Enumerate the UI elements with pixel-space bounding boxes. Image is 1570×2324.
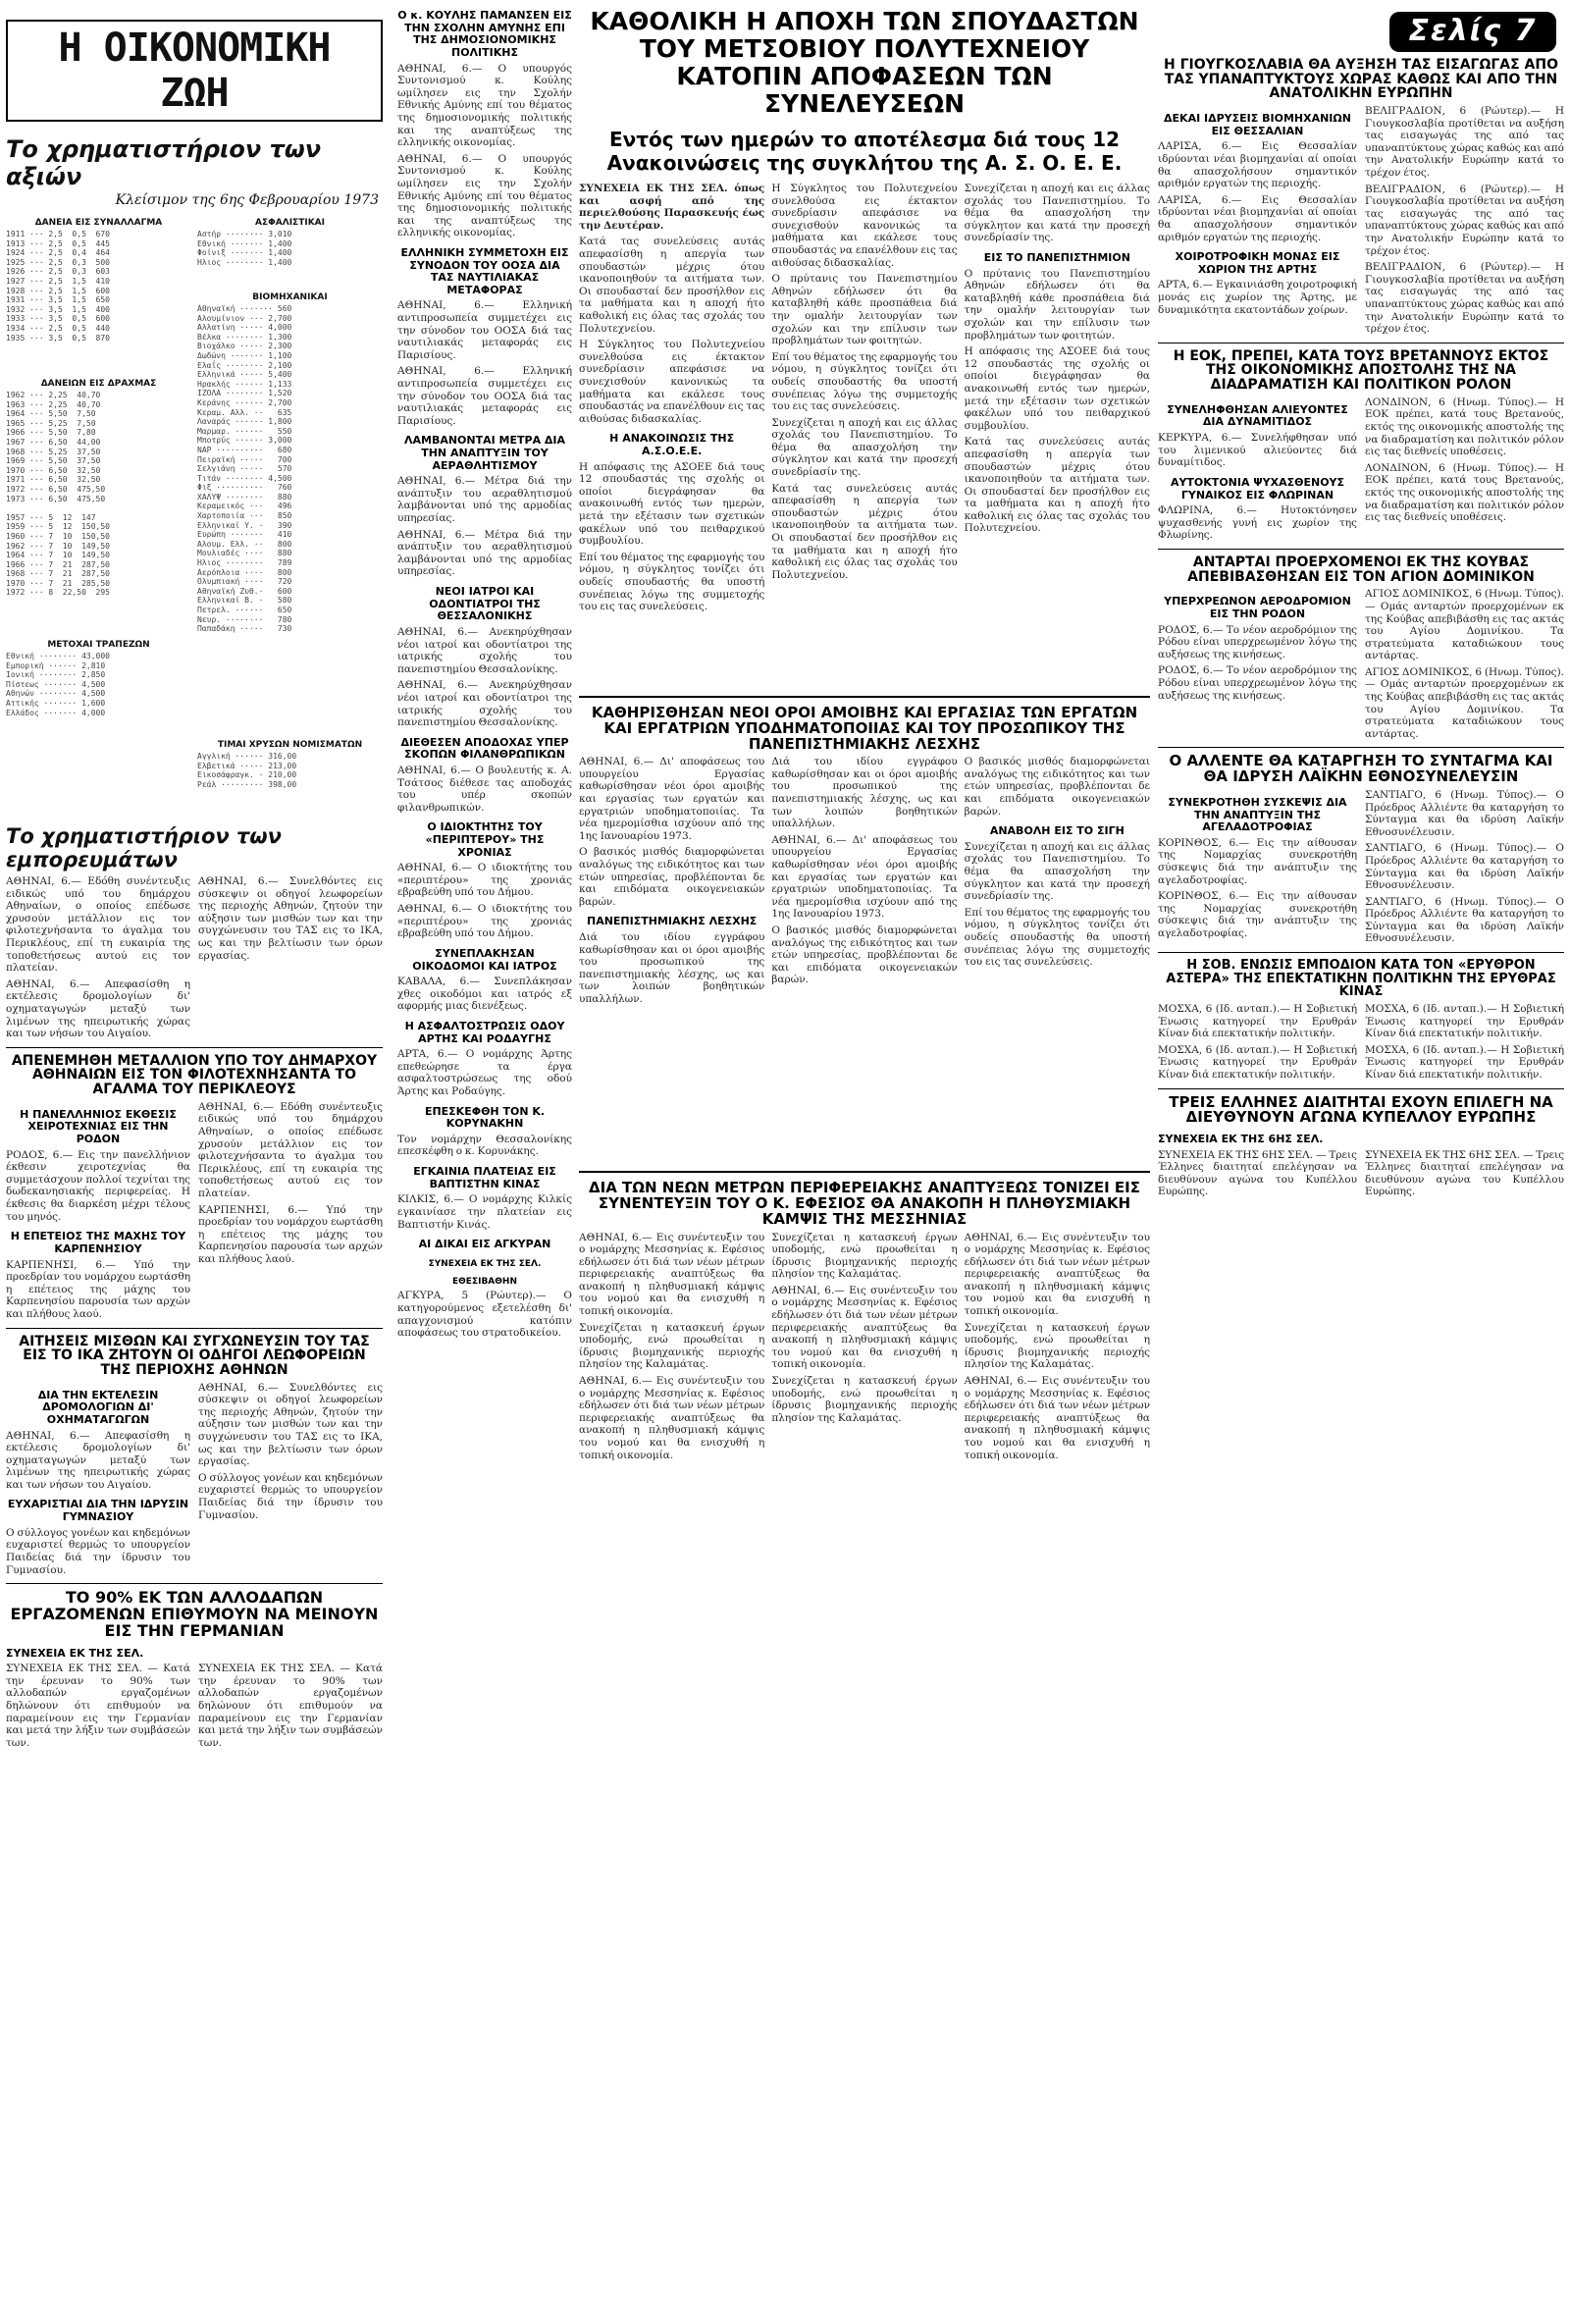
headline-iditis: Ο ΙΔΙΟΚΤΗΤΗΣ ΤΟΥ «ΠΕΡΙΠΤΕΡΟΥ» ΤΗΣ ΧΡΟΝΙΑΣ	[425, 820, 545, 859]
headline-fees: ΚΑΘΗΡΙΣΘΗΣΑΝ ΝΕΟΙ ΟΡΟΙ ΑΜΟΙΒΗΣ ΚΑΙ ΕΡΓΑΣΙΑΣ ΤΩΝ ΕΡΓΑΤΩΝ ΚΑΙ ΕΡΓΑΤΡΙΩΝ ΥΠΟΔΗΜΑΤΟΠΟΙΙΑΣ ΚΑΙ ΤΟΥ ΠΡΟΣΩΠΙΚΟΥ ΤΗΣ ΠΑΝΕΠΙΣΤΗΜΙΑΚΗΣ ΛΕΣΧΗΣ	[591, 704, 1138, 753]
article-body: Ο βασικός μισθός διαμορφώνεται αναλόγως της ειδικότητος και των ετών υπηρεσίας, προβλέπονται δε και επιδόματα οικογενειακών βαρών.	[771, 924, 958, 986]
continued-label: ΣΥΝΕΧΕΙΑ ΕΚ ΤΗΣ 6ΗΣ ΣΕΛ.	[1158, 1133, 1324, 1146]
article-body: ΚΟΡΙΝΘΟΣ, 6.— Εις την αίθουσαν της Νομαρχίας συνεκροτήθη σύσκεψις διά την ανάπτυξιν της αγελαδοτροφίας.	[1158, 836, 1357, 886]
article-body: Ο πρύτανις του Πανεπιστημίου Αθηνών εδήλωσεν ότι θα καταβληθή κάθε προσπάθεια διά την ομαλήν λειτουργίαν των σχολών και την επίλυσιν των προβλημάτων των φοιτητών.	[964, 267, 1150, 342]
table-figures: Αγγλική ······ 316,00 Ελβετικά ····· 213,00 Εικοσάφραγκ. · 210,00 Ρεάλ ········· 398,00	[197, 752, 297, 789]
article-body: ΑΘΗΝΑΙ, 6.— Ελληνική αντιπροσωπεία συμμετέχει εις την σύνοδον του ΟΟΣΑ διά τας ναυτιλιακάς μεταφοράς εις Παρισίους.	[397, 365, 572, 427]
subhead-weavers: ΧΟΙΡΟΤΡΟΦΙΚΗ ΜΟΝΑΣ ΕΙΣ ΧΩΡΙΟΝ ΤΗΣ ΑΡΤΗΣ	[1175, 250, 1340, 276]
article-body: ΚΑΒΑΛΑ, 6.— Συνεπλάκησαν χθες οικοδόμοι και ιατρός εξ αφορμής μιας διενέξεως.	[397, 976, 572, 1013]
article-body: ΜΟΣΧΑ, 6 (Ιδ. ανταπ.).— Η Σοβιετική Ένωσις κατηγορεί την Ερυθράν Κίναν διά επεκτατικήν πολιτικήν.	[1365, 1002, 1564, 1040]
subhead-routes: ΔΙΑ ΤΗΝ ΕΚΤΕΛΕΣΙΝ ΔΡΟΜΟΛΟΓΙΩΝ ΔΙ' ΟΧΗΜΑΤΑΓΩΓΩΝ	[37, 1388, 159, 1426]
article-body: ΑΘΗΝΑΙ, 6.— Ο βουλευτής κ. Α. Τσάτσος διέθεσε τας αποδοχάς του υπέρ σκοπών φιλανθρωπικών.	[397, 765, 572, 814]
headline-medal: ΑΠΕΝΕΜΗΘΗ ΜΕΤΑΛΛΙΟΝ ΥΠΟ ΤΟΥ ΔΗΜΑΡΧΟΥ ΑΘΗΝΑΙΩΝ ΕΙΣ ΤΟΝ ΦΙΛΟΤΕΧΝΗΣΑΝΤΑ ΤΟ ΑΓΑΛΜΑ ΤΟΥ ΠΕΡΙΚΛΕΟΥΣ	[11, 1052, 378, 1098]
article-body: ΛΑΡΙΣΑ, 6.— Εις Θεσσαλίαν ιδρύονται νέαι βιομηχανίαι αί οποίαι θα απασχολήσουν σημαντικόν αριθμόν εργατών της περιοχής.	[1158, 140, 1357, 190]
article-body: ΚΙΛΚΙΣ, 6.— Ο νομάρχης Κιλκίς εγκαινίασε την πλατείαν εις Βαπτιστήν Κινάς.	[397, 1193, 572, 1231]
article-body: ΑΘΗΝΑΙ, 6.— Ο ιδιοκτήτης του «περιπτέρου» της χρονιάς εβραβεύθη υπό του Δήμου.	[397, 862, 572, 899]
article-body: ΚΑΡΠΕΝΗΣΙ, 6.— Υπό την προεδρίαν του νομάρχου εωρτάσθη η επέτειος της μάχης του Καρπενησίου παρουσία των αρχών και πλήθους λαού.	[6, 1258, 190, 1320]
column-finance	[6, 0, 383, 1753]
article-body: ΒΕΛΙΓΡΑΔΙΟΝ, 6 (Ρώυτερ).— Η Γιουγκοσλαβία προτίθεται να αυξήση τας εισαγωγάς της από τας υπαναπτύκτους χώρας καθώς και από την Ανατολικήν Ευρώπην κατά το τρέχον έτος.	[1365, 261, 1564, 336]
continued-label: ΣΥΝΕΧΕΙΑ ΕΚ ΤΗΣ ΣΕΛ.	[6, 1646, 144, 1660]
article-body: ΡΟΔΟΣ, 6.— Εις την πανελλήνιον έκθεσιν χειροτεχνίας θα συμμετάσχουν πολλοί τεχνίται της δωδεκανησιακής περιφερείας. Η έκθεσις θα διαρκέση μέχρι τέλους του μηνός.	[6, 1148, 190, 1223]
subhead-exec: ΕΘΕΣΙΒΑΘΗΝ	[452, 1277, 517, 1288]
headline-allende: Ο ΑΛΛΕΝΤΕ ΘΑ ΚΑΤΑΡΓΗΣΗ ΤΟ ΣΥΝΤΑΓΜΑ ΚΑΙ ΘΑ ΙΔΡΥΣΗ ΛΑΪΚΗΝ ΕΘΝΟΣΥΝΕΛΕΥΣΙΝ	[1169, 752, 1553, 786]
headline-visit: ΕΠΕΣΚΕΦΘΗ ΤΟΝ Κ. ΚΟΡΥΝΑΚΗΝ	[424, 1104, 546, 1131]
article-body: ΡΟΔΟΣ, 6.— Το νέον αεροδρόμιον της Ρόδου είναι υπερχρεωμένον λόγω της αυξήσεως της κινήσεως.	[1158, 623, 1357, 660]
article-body: ΑΓΚΥΡΑ, 5 (Ρώυτερ).— Ο κατηγορούμενος εξετελέσθη δι' απαγχονισμού κατόπιν αποφάσεως του στρατοδικείου.	[397, 1290, 572, 1340]
table-heading: ΑΣΦΑΛΙΣΤΙΚΑΙ	[255, 218, 325, 228]
headline-measures: ΛΑΜΒΑΝΟΝΤΑΙ ΜΕΤΡΑ ΔΙΑ ΤΗΝ ΑΝΑΠΤΥΞΙΝ ΤΟΥ ΑΕΡΑΘΛΗΤΙΣΜΟΥ	[403, 434, 566, 472]
article-body: ΑΘΗΝΑΙ, 6.— Εις συνέντευξιν του ο νομάρχης Μεσσηνίας κ. Εφέσιος εδήλωσεν ότι διά των νέων μέτρων περιφερειακής αναπτύξεως θα ανακοπή η πληθυσμιακή κάμψις του νομού και θα ενισχυθή η τοπική οικονομία.	[579, 1231, 765, 1318]
article-body: Ο βασικός μισθός διαμορφώνεται αναλόγως της ειδικότητος και των ετών υπηρεσίας, προβλέπονται δε και επιδόματα οικογενειακών βαρών.	[579, 846, 765, 908]
article-body: Επί του θέματος της εφαρμογής του νόμου, η σύγκλητος τονίζει ότι ουδείς σπουδαστής θα υποστή συνέπειας λόγω της συμμετοχής του εις τας συνελεύσεις.	[771, 350, 958, 413]
article-body: ΑΘΗΝΑΙ, 6.— Ανεκηρύχθησαν νέοι ιατροί και οδοντίατροι της ιατρικής σχολής του πανεπιστημίου Θεσσαλονίκης.	[397, 679, 572, 729]
table-figures: 1962 ··· 2,25 40,70 1963 ··· 2,25 40,70 1964 ··· 5,50 7,50 1965 ··· 5,25 7,50 1966 ··· 5,50 7,80 1967 ··· 6,50 44,00 1968 ··· 5,25 37,50 1969 ··· 5,50 37,50 1970 ··· 6,50 32,50 1971 ··· 6,50 32,50 1972 ··· 6,50 475,50 1973 ··· 6,50 475,50 1957 ··· 5 12 147 1959 ··· 5 12 150,50 1960 ··· 7 10 150,50 1962 ··· 7 10 149,50 1964 ··· 7 10 149,50 1966 ··· 7 21 287,50 1968 ··· 7 21 287,50 1970 ··· 7 21 285,50 1972 ··· 8 22,50 295	[6, 391, 110, 598]
headline-road: Η ΑΣΦΑΛΤΟΣΤΡΩΣΙΣ ΟΔΟΥ ΑΡΤΗΣ ΚΑΙ ΡΟΔΑΥΓΗΣ	[404, 1019, 565, 1045]
subhead-suicide: ΑΥΤΟΚΤΟΝΙΑ ΨΥΧΑΣΘΕΝΟΥΣ ΓΥΝΑΙΚΟΣ ΕΙΣ ΦΛΩΡΙΝΑΝ	[1170, 475, 1345, 502]
article-body: ΑΘΗΝΑΙ, 6.— Δι' αποφάσεως του υπουργείου Εργασίας καθωρίσθησαν νέοι όροι αμοιβής και εργασίας των εργατών και εργατριών υποδηματοποιίας. Τα νέα ημερομίσθια ισχύουν από της 1ης Ιανουαρίου 1973.	[771, 833, 958, 921]
article-body: Συνεχίζεται η αποχή και εις άλλας σχολάς του Πανεπιστημίου. Το θέμα θα απασχολήση την σύγκλητον και κατά την προσεχή συνεδρίασίν της.	[771, 416, 958, 479]
column-main-story	[579, 0, 1150, 1624]
article-body: Επί του θέματος της εφαρμογής του νόμου, η σύγκλητος τονίζει ότι ουδείς σπουδαστής θα υποστή συνέπειας λόγω της συμμετοχής του εις τας συνελεύσεις.	[964, 906, 1150, 969]
article-body: ΑΘΗΝΑΙ, 6.— Ο υπουργός Συντονισμού κ. Κούλης ωμίλησεν εις την Σχολήν Εθνικής Αμύνης επί του θέματος της δημοσιονομικής πολιτικής και της αναπτύξεως της ελληνικής οικονομίας.	[397, 62, 572, 149]
article-body: ΣΥΝΕΧΕΙΑ ΕΚ ΤΗΣ 6ΗΣ ΣΕΛ. — Τρεις Έλληνες διαιτηταί επελέγησαν να διευθύνουν αγώνα του Κυπέλλου Ευρώπης.	[1365, 1148, 1564, 1198]
article-body: ΑΘΗΝΑΙ, 6.— Μέτρα διά την ανάπτυξιν του αεραθλητισμού λαμβάνονται υπό της αρμοδίας υπηρεσίας.	[397, 475, 572, 525]
article-body: Κατά τας συνελεύσεις αυτάς απεφασίσθη η απεργία των σπουδαστών μέχρις ότου ικανοποιηθούν τα αιτήματα των. Οι σπουδασταί δεν προσήλθον εις τα μαθήματα και η αποχή ήτο καθολική εις όλας τας σχολάς του Πολυτεχνείου.	[964, 436, 1150, 535]
article-body: ΑΘΗΝΑΙ, 6.— Εις συνέντευξιν του ο νομάρχης Μεσσηνίας κ. Εφέσιος εδήλωσεν ότι διά των νέων μέτρων περιφερειακής αναπτύξεως θα ανακοπή η πληθυσμιακή κάμψις του νομού και θα ενισχυθή η τοπική οικονομία.	[964, 1375, 1150, 1461]
article-body: ΑΘΗΝΑΙ, 6.— Ο ιδιοκτήτης του «περιπτέρου» της χρονιάς εβραβεύθη υπό του Δήμου.	[397, 903, 572, 940]
market-report: ΑΘΗΝΑΙ, 6.— Απεφασίσθη η εκτέλεσις δρομολογίων δι' οχηματαγωγών μεταξύ των λιμένων της ηπειρωτικής χώρας και των νήσων του Αιγαίου.	[6, 977, 190, 1040]
article-body: ΚΟΡΙΝΘΟΣ, 6.— Εις την αίθουσαν της Νομαρχίας συνεκροτήθη σύσκεψις διά την ανάπτυξιν της αγελαδοτροφίας.	[1158, 890, 1357, 940]
article-body: ΑΘΗΝΑΙ, 6.— Εδόθη συνέντευξις ειδικώς υπό του δημάρχου Αθηναίων, ο οποίος επέδωσε χρυσούν μετάλλιον εις τον φιλοτεχνήσαντα το άγαλμα του Περικλέους, επί τη ευκαιρία της τοποθετήσεως αυτού εις τον πλατείαν.	[198, 1100, 383, 1199]
article-body: ΣΑΝΤΙΑΓΟ, 6 (Ηνωμ. Τύπος).— Ο Πρόεδρος Αλλιέντε θα καταργήση το Σύνταγμα και θα ιδρύση Λαϊκήν Εθνοσυνέλευσιν.	[1365, 788, 1564, 838]
article-body: ΛΟΝΔΙΝΟΝ, 6 (Ηνωμ. Τύπος).— Η ΕΟΚ πρέπει, κατά τους Βρετανούς, εκτός της οικονομικής αποστολής της να διαδραματίση και πολιτικόν ρόλον εις τας διεθνείς υποθέσεις.	[1365, 396, 1564, 458]
lede: ΣΥΝΕΧΕΙΑ ΕΚ ΤΗΣ ΣΕΛ. όπως και ασφή από της περιελθούσης Παρασκευής έως την Δευτέραν.	[579, 183, 765, 232]
article-body: ΜΟΣΧΑ, 6 (Ιδ. ανταπ.).— Η Σοβιετική Ένωσις κατηγορεί την Ερυθράν Κίναν διά επεκτατικήν πολιτικήν.	[1158, 1002, 1357, 1040]
article-body: Επί του θέματος της εφαρμογής του νόμου, η σύγκλητος τονίζει ότι ουδείς σπουδαστής θα υποστή συνέπειας λόγω της συμμετοχής του εις τας συνελεύσεις.	[579, 551, 765, 613]
article-body: Κατά τας συνελεύσεις αυτάς απεφασίσθη η απεργία των σπουδαστών μέχρις ότου ικανοποιηθούν τα αιτήματα των. Οι σπουδασταί δεν προσήλθον εις τα μαθήματα και η αποχή ήτο καθολική εις όλας τας σχολάς του Πολυτεχνείου.	[579, 236, 765, 335]
table-figures: Εθνική ········ 43,000 Εμπορική ······ 2,810 Ιονική ········ 2,850 Πίστεως ······· 4,500 Αθηνών ········ 4,500 Αττικής ······· 1,600 Ελλάδος ······· 4,000	[6, 652, 110, 717]
table-heading: ΜΕΤΟΧΑΙ ΤΡΑΠΕΖΩΝ	[47, 640, 150, 650]
subhead-asoee: Η ΑΝΑΚΟΙΝΩΣΙΣ ΤΗΣ Α.Σ.Ο.Ε.Ε.	[609, 432, 735, 457]
article-body: ΚΕΡΚΥΡΑ, 6.— Συνελήφθησαν υπό του λιμενικού αλιεύοντες διά δυναμίτιδος.	[1158, 432, 1357, 469]
headline-messinia: ΔΙΑ ΤΩΝ ΝΕΩΝ ΜΕΤΡΩΝ ΠΕΡΙΦΕΡΕΙΑΚΗΣ ΑΝΑΠΤΥΞΕΩΣ ΤΟΝΙΖΕΙ ΕΙΣ ΣΥΝΕΝΤΕΥΞΙΝ ΤΟΥ Ο Κ. ΕΦΕΣΙΟΣ ΘΑ ΑΝΑΚΟΠΗ Η ΠΛΗΘΥΣΜΙΑΚΗ ΚΑΜΨΙΣ ΤΗΣ ΜΕΣΣΗΝΙΑΣ	[589, 1179, 1140, 1228]
article-body: ΑΘΗΝΑΙ, 6.— Δι' αποφάσεως του υπουργείου Εργασίας καθωρίσθησαν νέοι όροι αμοιβής και εργασίας των εργατών και εργατριών υποδηματοποιίας. Τα νέα ημερομίσθια ισχύουν από της 1ης Ιανουαρίου 1973.	[579, 756, 765, 842]
table-heading: ΤΙΜΑΙ ΧΡΥΣΩΝ ΝΟΜΙΣΜΑΤΩΝ	[217, 740, 363, 750]
page-number-logo: Σελίς 7	[1389, 12, 1556, 52]
article-body: Η απόφασις της ΑΣΟΕΕ διά τους 12 σπουδαστάς της σχολής οι οποίοι διεγράφησαν θα ανακοινωθή εντός των ημερών, μετά την εξέτασιν των σχετικών φακέλων υπό του πειθαρχικού συμβουλίου.	[964, 345, 1150, 432]
article-body: Ο σύλλογος γονέων και κηδεμόνων ευχαριστεί θερμώς το υπουργείον Παιδείας διά την ίδρυσιν του Γυμνασίου.	[6, 1526, 190, 1576]
table-heading: ΔΑΝΕΙΑ ΕΙΣ ΣΥΝΑΛΛΑΓΜΑ	[34, 218, 163, 228]
stock-tables	[6, 214, 383, 820]
headline-oecd: ΕΛΛΗΝΙΚΗ ΣΥΜΜΕΤΟΧΗ ΕΙΣ ΣΥΝΟΔΟΝ ΤΟΥ ΟΟΣΑ ΔΙΑ ΤΑΣ ΝΑΥΤΙΛΙΑΚΑΣ ΜΕΤΑΦΟΡΑΣ	[400, 245, 569, 296]
article-body: ΑΘΗΝΑΙ, 6.— Εις συνέντευξιν του ο νομάρχης Μεσσηνίας κ. Εφέσιος εδήλωσεν ότι διά των νέων μέτρων περιφερειακής αναπτύξεως θα ανακοπή η πληθυσμιακή κάμψις του νομού και θα ενισχυθή η τοπική οικονομία.	[579, 1375, 765, 1461]
subhead-exhibition: Η ΠΑΝΕΛΛΗΝΙΟΣ ΕΚΘΕΣΙΣ ΧΕΙΡΟΤΕΧΝΙΑΣ ΕΙΣ ΤΗΝ ΡΟΔΟΝ	[20, 1107, 177, 1146]
article-body: Συνεχίζεται η αποχή και εις άλλας σχολάς του Πανεπιστημίου. Το θέμα θα απασχολήση την σύγκλητον και κατά την προσεχή συνεδρίασίν της.	[964, 840, 1150, 903]
table-figures: Αστήρ ········ 3,010 Εθνική ······· 1,400 Φοίνιξ ······· 1,400 Ήλιος ········ 1,400	[197, 230, 292, 267]
headline-eec: Η ΕΟΚ, ΠΡΕΠΕΙ, ΚΑΤΑ ΤΟΥΣ ΒΡΕΤΑΝΝΟΥΣ ΕΚΤΟΣ ΤΗΣ ΟΙΚΟΝΟΜΙΚΗΣ ΑΠΟΣΤΟΛΗΣ ΤΗΣ ΝΑ ΔΙΑΔΡΑΜΑΤΙΣΗ ΚΑΙ ΠΟΛΙΤΙΚΟΝ ΡΟΛΟΝ	[1173, 347, 1549, 394]
article-body: ΣΑΝΤΙΑΓΟ, 6 (Ηνωμ. Τύπος).— Ο Πρόεδρος Αλλιέντε θα καταργήση το Σύνταγμα και θα ιδρύση Λαϊκήν Εθνοσυνέλευσιν.	[1365, 842, 1564, 892]
headline-referees: ΤΡΕΙΣ ΕΛΛΗΝΕΣ ΔΙΑΙΤΗΤΑΙ ΕΧΟΥΝ ΕΠΙΛΕΓΗ ΝΑ ΔΙΕΥΘΥΝΟΥΝ ΑΓΩΝΑ ΚΥΠΕΛΛΟΥ ΕΥΡΩΠΗΣ	[1169, 1092, 1553, 1127]
market-report: ΑΘΗΝΑΙ, 6.— Εδόθη συνέντευξις ειδικώς υπό του δημάρχου Αθηναίων, ο οποίος επέδωσε χρυσούν μετάλλιον εις τον φιλοτεχνήσαντα το άγαλμα του Περικλέους, επί τη ευκαιρία της τοποθετήσεως αυτού εις τον πλατείαν.	[6, 875, 190, 975]
article-body: Συνεχίζεται η κατασκευή έργων υποδομής, ενώ προωθείται η ίδρυσις βιομηχανικής περιοχής πλησίον της Καλαμάτας.	[771, 1231, 958, 1281]
article-body: ΛΑΡΙΣΑ, 6.— Εις Θεσσαλίαν ιδρύονται νέαι βιομηχανίαι αί οποίαι θα απασχολήσουν σημαντικόν αριθμόν εργατών της περιοχής.	[1158, 193, 1357, 243]
article-body: ΑΓΙΟΣ ΔΟΜΙΝΙΚΟΣ, 6 (Ηνωμ. Τύπος).— Ομάς ανταρτών προερχομένων εκ της Κούβας απεβιβάσθη εις τας ακτάς του Αγίου Δομινίκου. Τα στρατεύματα καταδιώκουν τους αντάρτας.	[1365, 588, 1565, 662]
article-body: ΣΥΝΕΧΕΙΑ ΕΚ ΤΗΣ 6ΗΣ ΣΕΛ. — Τρεις Έλληνες διαιτηταί επελέγησαν να διευθύνουν αγώνα του Κυπέλλου Ευρώπης.	[1158, 1148, 1357, 1198]
article-body: ΡΟΔΟΣ, 6.— Το νέον αεροδρόμιον της Ρόδου είναι υπερχρεωμένον λόγω της αυξήσεως της κινήσεως.	[1158, 664, 1357, 702]
headline-china: Η ΣΟΒ. ΕΝΩΣΙΣ ΕΜΠΟΔΙΟΝ ΚΑΤΑ ΤΟΝ «ΕΡΥΘΡΟΝ ΑΣΤΕΡΑ» ΤΗΣ ΕΠΕΚΤΑΤΙΚΗΝ ΠΟΛΙΤΙΚΗΝ ΤΗΣ ΕΡΥΘΡΑΣ ΚΙΝΑΣ	[1166, 958, 1556, 1000]
article-body: Διά του ιδίου εγγράφου καθωρίσθησαν και οι όροι αμοιβής του προσωπικού της πανεπιστημιακής λέσχης, ως και των λοιπών βοηθητικών υπαλλήλων.	[579, 931, 765, 1005]
article-body: ΒΕΛΙΓΡΑΔΙΟΝ, 6 (Ρώυτερ).— Η Γιουγκοσλαβία προτίθεται να αυξήση τας εισαγωγάς της από τας υπαναπτύκτους χώρας καθώς και από την Ανατολικήν Ευρώπην κατά το τρέχον έτος.	[1365, 183, 1564, 257]
headline-doctors: ΝΕΟΙ ΙΑΤΡΟΙ ΚΑΙ ΟΔΟΝΤΙΑΤΡΟΙ ΤΗΣ ΘΕΣΣΑΛΟΝΙΚΗΣ	[429, 585, 541, 623]
continued-label: ΣΥΝΕΧΕΙΑ ΕΚ ΤΗΣ ΣΕΛ.	[428, 1258, 542, 1269]
market-report: ΑΘΗΝΑΙ, 6.— Συνελθόντες εις σύσκεψιν οι οδηγοί λεωφορείων της περιοχής Αθηνών, ζητούν την αύξησιν των μισθών των και την συγχώνευσιν του ΤΑΣ εις το ΙΚΑ, ως και την βελτίωσιν των όρων εργασίας.	[198, 875, 383, 962]
headline-yugoslavia: Η ΓΙΟΥΓΚΟΣΛΑΒΙΑ ΘΑ ΑΥΞΗΣΗ ΤΑΣ ΕΙΣΑΓΩΓΑΣ ΑΠΟ ΤΑΣ ΥΠΑΝΑΠΤΥΚΤΟΥΣ ΧΩΡΑΣ ΚΑΘΩΣ ΚΑΙ ΑΠΟ ΤΗΝ ΑΝΑΤΟΛΙΚΗΝ ΕΥΡΩΠΗΝ	[1163, 57, 1558, 102]
subhead-thessaly: ΔΕΚΑΙ ΙΔΡΥΣΕΙΣ ΒΙΟΜΗΧΑΝΙΩΝ ΕΙΣ ΘΕΣΣΑΛΙΑΝ	[1164, 112, 1351, 137]
main-headline: ΚΑΘΟΛΙΚΗ Η ΑΠΟΧΗ ΤΩΝ ΣΠΟΥΔΑΣΤΩΝ ΤΟΥ ΜΕΤΣΟΒΙΟΥ ΠΟΛΥΤΕΧΝΕΙΟΥ ΚΑΤΟΠΙΝ ΑΠΟΦΑΣΕΩΝ ΤΩΝ ΣΥΝΕΛΕΥΣΕΩΝ	[590, 7, 1139, 118]
article-body: Συνεχίζεται η κατασκευή έργων υποδομής, ενώ προωθείται η ίδρυσις βιομηχανικής περιοχής πλησίον της Καλαμάτας.	[771, 1375, 958, 1424]
column-short-news	[397, 0, 572, 1344]
subhead-fishers: ΣΥΝΕΛΗΦΘΗΣΑΝ ΑΛΙΕΥΟΝΤΕΣ ΔΙΑ ΔΥΝΑΜΙΤΙΔΟΣ	[1167, 402, 1348, 429]
subhead-univ: ΕΙΣ ΤΟ ΠΑΝΕΠΙΣΤΗΜΙΟΝ	[983, 250, 1130, 264]
table-heading: ΔΑΝΕΙΩΝ ΕΙΣ ΔΡΑΧΜΑΣ	[40, 379, 157, 389]
article-body: ΛΟΝΔΙΝΟΝ, 6 (Ηνωμ. Τύπος).— Η ΕΟΚ πρέπει, κατά τους Βρετανούς, εκτός της οικονομικής αποστολής της να διαδραματίση και πολιτικόν ρόλον εις τας διεθνείς υποθέσεις.	[1365, 461, 1564, 524]
headline-square: ΕΓΚΑΙΝΙΑ ΠΛΑΤΕΙΑΣ ΕΙΣ ΒΑΠΤΙΣΤΗΝ ΚΙΝΑΣ	[413, 1165, 556, 1190]
article-body: ΑΘΗΝΑΙ, 6.— Ανεκηρύχθησαν νέοι ιατροί και οδοντίατροι της ιατρικής σχολής του πανεπιστημίου Θεσσαλονίκης.	[397, 625, 572, 675]
column-world-news	[1158, 0, 1564, 1202]
subhead-student: ΠΑΝΕΠΙΣΤΗΜΙΑΚΗΣ ΛΕΣΧΗΣ	[586, 915, 758, 928]
article-body: ΑΘΗΝΑΙ, 6.— Εις συνέντευξιν του ο νομάρχης Μεσσηνίας κ. Εφέσιος εδήλωσεν ότι διά των νέων μέτρων περιφερειακής αναπτύξεως θα ανακοπή η πληθυσμιακή κάμψις του νομού και θα ενισχυθή η τοπική οικονομία.	[964, 1231, 1150, 1318]
article-body: ΣΑΝΤΙΑΓΟ, 6 (Ηνωμ. Τύπος).— Ο Πρόεδρος Αλλιέντε θα καταργήση το Σύνταγμα και θα ιδρύση Λαϊκήν Εθνοσυνέλευσιν.	[1365, 895, 1564, 945]
headline-posts: ΔΙΕΘΕΣΕΝ ΑΠΟΔΟΧΑΣ ΥΠΕΡ ΣΚΟΠΩΝ ΦΙΛΑΝΘΡΩΠΙΚΩΝ	[400, 735, 569, 762]
headline-drivers: ΑΙΤΗΣΕΙΣ ΜΙΣΘΩΝ ΚΑΙ ΣΥΓΧΩΝΕΥΣΙΝ ΤΟΥ ΤΑΣ ΕΙΣ ΤΟ ΙΚΑ ΖΗΤΟΥΝ ΟΙ ΟΔΗΓΟΙ ΛΕΩΦΟΡΕΙΩΝ ΤΗΣ ΠΕΡΙΟΧΗΣ ΑΘΗΝΩΝ	[19, 1333, 370, 1378]
article-body: Συνεχίζεται η κατασκευή έργων υποδομής, ενώ προωθείται η ίδρυσις βιομηχανικής περιοχής πλησίον της Καλαμάτας.	[579, 1321, 765, 1371]
article-body: ΦΛΩΡΙΝΑ, 6.— Ηυτοκτόνησεν ψυχασθενής γυνή εις χωρίον της Φλωρίνης.	[1158, 504, 1357, 542]
article-body: Κατά τας συνελεύσεις αυτάς απεφασίσθη η απεργία των σπουδαστών μέχρις ότου ικανοποιηθούν τα αιτήματα των. Οι σπουδασταί δεν προσήλθον εις τα μαθήματα και η αποχή ήτο καθολική εις όλας τας σχολάς του Πολυτεχνείου.	[771, 482, 958, 581]
article-body: Η Σύγκλητος του Πολυτεχνείου συνελθούσα εις έκτακτον συνεδρίασιν απεφάσισε να συνεχισθούν κανονικώς τα μαθήματα και εκάλεσε τους σπουδαστάς να επανέλθουν εις τας αιθούσας διδασκαλίας.	[771, 183, 958, 269]
article-body: ΣΥΝΕΧΕΙΑ ΕΚ ΤΗΣ ΣΕΛ. — Κατά την έρευναν το 90% των αλλοδαπών εργαζομένων δηλώνουν ότι επιθυμούν να παραμείνουν εις την Γερμανίαν και μετά την λήξιν των συμβάσεών των.	[198, 1663, 383, 1749]
close-date: Κλείσιμον της 6ης Φεβρουαρίου 1973	[115, 192, 379, 208]
subhead-corinth: ΣΥΝΕΚΡΟΤΗΘΗ ΣΥΣΚΕΨΙΣ ΔΙΑ ΤΗΝ ΑΝΑΠΤΥΞΙΝ ΤΗΣ ΑΓΕΛΑΔΟΤΡΟΦΙΑΣ	[1168, 795, 1347, 834]
headline-kouli: Ο κ. ΚΟΥΛΗΣ ΠΑΜΑΝΣΕΝ ΕΙΣ ΤΗΝ ΣΧΟΛΗΝ ΑΜΥΝΗΣ ΕΠΙ ΤΗΣ ΔΗΜΟΣΙΟΝΟΜΙΚΗΣ ΠΟΛΙΤΙΚΗΣ	[397, 9, 572, 59]
subhead-battle: Η ΕΠΕΤΕΙΟΣ ΤΗΣ ΜΑΧΗΣ ΤΟΥ ΚΑΡΠΕΝΗΣΙΟΥ	[10, 1230, 186, 1255]
headline-cuba: ΑΝΤΑΡΤΑΙ ΠΡΟΕΡΧΟΜΕΝΟΙ ΕΚ ΤΗΣ ΚΟΥΒΑΣ ΑΠΕΒΙΒΑΣΘΗΣΑΝ ΕΙΣ ΤΟΝ ΑΓΙΟΝ ΔΟΜΙΝΙΚΟΝ	[1187, 554, 1535, 585]
stocks-title: Το χρηματιστήριον των αξιών	[6, 135, 322, 190]
subhead-rhodes: ΥΠΕΡΧΡΕΩΝΟΝ ΑΕΡΟΔΡΟΜΙΟΝ ΕΙΣ ΤΗΝ ΡΟΔΟΝ	[1164, 595, 1351, 620]
article-body: ΚΑΡΠΕΝΗΣΙ, 6.— Υπό την προεδρίαν του νομάρχου εωρτάσθη η επέτειος της μάχης του Καρπενησίου παρουσία των αρχών και πλήθους λαού.	[198, 1203, 383, 1265]
article-body: ΑΘΗΝΑΙ, 6.— Ο υπουργός Συντονισμού κ. Κούλης ωμίλησεν εις την Σχολήν Εθνικής Αμύνης επί του θέματος της δημοσιονομικής πολιτικής και της αναπτύξεως της ελληνικής οικονομίας.	[397, 152, 572, 239]
article-body: ΑΡΤΑ, 6.— Ο νομάρχης Άρτης επεθεώρησε τα έργα ασφαλτοστρώσεως της οδού Άρτης και Ροδαύγης.	[397, 1048, 572, 1097]
article-body: Τον νομάρχην Θεσσαλονίκης επεσκέφθη ο κ. Κορυνάκης.	[397, 1133, 572, 1158]
article-body: Διά του ιδίου εγγράφου καθωρίσθησαν και οι όροι αμοιβής του προσωπικού της πανεπιστημιακής λέσχης, ως και των λοιπών βοηθητικών υπαλλήλων.	[771, 756, 958, 830]
article-body: Ο πρύτανις του Πανεπιστημίου Αθηνών εδήλωσεν ότι θα καταβληθή κάθε προσπάθεια διά την ομαλήν λειτουργίαν των σχολών και την επίλυσιν των προβλημάτων των φοιτητών.	[771, 273, 958, 347]
article-body: Συνεχίζεται η αποχή και εις άλλας σχολάς του Πανεπιστημίου. Το θέμα θα απασχολήση την σύγκλητον και κατά την προσεχή συνεδρίασίν της.	[964, 183, 1150, 244]
article-body: ΑΡΤΑ, 6.— Εγκαινιάσθη χοιροτροφική μονάς εις χωρίον της Άρτης, με δυναμικότητα εκατοντάδων χοίρων.	[1158, 279, 1357, 316]
main-deck: Εντός των ημερών το αποτέλεσμα διά τους 12 Ανακοινώσεις της συγκλήτου της Α. Σ. Ο. Ε. Ε.	[606, 128, 1123, 175]
article-body: ΜΟΣΧΑ, 6 (Ιδ. ανταπ.).— Η Σοβιετική Ένωσις κατηγορεί την Ερυθράν Κίναν διά επεκτατικήν πολιτικήν.	[1158, 1043, 1357, 1081]
article-body: ΑΓΙΟΣ ΔΟΜΙΝΙΚΟΣ, 6 (Ηνωμ. Τύπος).— Ομάς ανταρτών προερχομένων εκ της Κούβας απεβιβάσθη εις τας ακτάς του Αγίου Δομινίκου. Τα στρατεύματα καταδιώκουν τους αντάρτας.	[1365, 665, 1565, 740]
headline-arrest: ΣΥΝΕΠΛΑΚΗΣΑΝ ΟΙΚΟΔΟΜΟΙ ΚΑΙ ΙΑΤΡΟΣ	[412, 946, 557, 973]
article-body: ΑΘΗΝΑΙ, 6.— Εις συνέντευξιν του ο νομάρχης Μεσσηνίας κ. Εφέσιος εδήλωσεν ότι διά των νέων μέτρων περιφερειακής αναπτύξεως θα ανακοπή η πληθυσμιακή κάμψις του νομού και θα ενισχυθή η τοπική οικονομία.	[771, 1284, 958, 1371]
table-figures: Αθηναϊκή ······· 560 Αλουμίνιον ··· 2,700 Αλλατίνη ····· 4,000 Βέλκα ········ 1,300 Βιοχάλκο ····· 2,300 Δωδώνη ······· 1,100 Ελαΐς ········ 2,100 Ελληνικά ····· 5,400 Ηρακλής ······ 1,133 ΙΖΟΛΑ ········ 1,520 Κεράνης ······ 2,700 Κεραμ. Αλλ. ·· 635 Λαναράς ······ 1,800 Μαρμαρ. ······ 550 Μποτρύς ······ 3,000 ΝΑΡ ·········· 680 Πειραϊκή ····· 700 Σελγιάνη ····· 570 Τιτάν ········ 4,500 Φιξ ·········· 760 ΧΑΛΥΨ ········ 880 Κεραμεικός ··· 496 Χαρτοποιία ··· 850 Ελληνικαί Υ. · 390 Ευρώπη ······· 410 Αλουμ. Ελλ. ·· 800 Μουλιαδές ···· 880 Ήλιος ········ 789 Αερόπλοια ···· 800 Ολυμπιακή ···· 720 Αθηναϊκή Ζυθ.· 600 Ελληνικαί Β. · 580 Πετρελ. ······ 650 Νευρ. ········ 780 Παπαδάκη ····· 730	[197, 304, 292, 634]
article-body: Η Σύγκλητος του Πολυτεχνείου συνελθούσα εις έκτακτον συνεδρίασιν απεφάσισε να συνεχισθούν κανονικώς τα μαθήματα και εκάλεσε τους σπουδαστάς να επανέλθουν εις τας αιθούσας διδασκαλίας.	[579, 339, 765, 425]
headline-trials: ΑΙ ΔΙΚΑΙ ΕΙΣ ΑΓΚΥΡΑΝ	[418, 1238, 551, 1251]
masthead: Η ΟΙΚΟΝΟΜΙΚΗ ΖΩΗ	[6, 20, 383, 122]
subhead-thanks: ΕΥΧΑΡΙΣΤΙΑΙ ΔΙΑ ΤΗΝ ΙΔΡΥΣΙΝ ΓΥΜΝΑΣΙΟΥ	[7, 1498, 189, 1524]
article-body: ΑΘΗΝΑΙ, 6.— Συνελθόντες εις σύσκεψιν οι οδηγοί λεωφορείων της περιοχής Αθηνών, ζητούν την αύξησιν των μισθών των και την συγχώνευσιν του ΤΑΣ εις το ΙΚΑ, ως και την βελτίωσιν των όρων εργασίας.	[198, 1381, 383, 1468]
article-body: ΜΟΣΧΑ, 6 (Ιδ. ανταπ.).— Η Σοβιετική Ένωσις κατηγορεί την Ερυθράν Κίναν διά επεκτατικήν πολιτικήν.	[1365, 1043, 1564, 1081]
article-body: Ο βασικός μισθός διαμορφώνεται αναλόγως της ειδικότητος και των ετών υπηρεσίας, προβλέπονται δε και επιδόματα οικογενειακών βαρών.	[964, 756, 1150, 818]
article-body: ΣΥΝΕΧΕΙΑ ΕΚ ΤΗΣ ΣΕΛ. — Κατά την έρευναν το 90% των αλλοδαπών εργαζομένων δηλώνουν ότι επιθυμούν να παραμείνουν εις την Γερμανίαν και μετά την λήξιν των συμβάσεών των.	[6, 1663, 190, 1749]
table-heading: ΒΙΟΜΗΧΑΝΙΚΑΙ	[252, 292, 328, 302]
article-body: Η απόφασις της ΑΣΟΕΕ διά τους 12 σπουδαστάς της σχολής οι οποίοι διεγράφησαν θα ανακοινωθή εντός των ημερών, μετά την εξέτασιν των σχετικών φακέλων υπό του πειθαρχικού συμβουλίου.	[579, 460, 765, 548]
goods-title: Το χρηματιστήριον των εμπορευμάτων	[6, 824, 282, 872]
article-body: Συνεχίζεται η κατασκευή έργων υποδομής, ενώ προωθείται η ίδρυσις βιομηχανικής περιοχής πλησίον της Καλαμάτας.	[964, 1321, 1150, 1371]
subhead-sigi: ΑΝΑΒΟΛΗ ΕΙΣ ΤΟ ΣΙΓΗ	[989, 824, 1125, 838]
article-body: ΑΘΗΝΑΙ, 6.— Μέτρα διά την ανάπτυξιν του αεραθλητισμού λαμβάνονται υπό της αρμοδίας υπηρεσίας.	[397, 528, 572, 578]
article-body: ΑΘΗΝΑΙ, 6.— Ελληνική αντιπροσωπεία συμμετέχει εις την σύνοδον του ΟΟΣΑ διά τας ναυτιλιακάς μεταφοράς εις Παρισίους.	[397, 299, 572, 361]
article-body: Ο σύλλογος γονέων και κηδεμόνων ευχαριστεί θερμώς το υπουργείον Παιδείας διά την ίδρυσιν του Γυμνασίου.	[198, 1471, 383, 1521]
article-body: ΒΕΛΙΓΡΑΔΙΟΝ, 6 (Ρώυτερ).— Η Γιουγκοσλαβία προτίθεται να αυξήση τας εισαγωγάς της από τας υπαναπτύκτους χώρας καθώς και από την Ανατολικήν Ευρώπην κατά το τρέχον έτος.	[1365, 105, 1564, 180]
table-figures: 1911 ··· 2,5 0,5 670 1913 ··· 2,5 0,5 445 1924 ··· 2,5 0,4 464 1925 ··· 2,5 0,3 500 1926 ··· 2,5 0,3 603 1927 ··· 2,5 1,5 410 1928 ··· 2,5 1,5 600 1931 ··· 3,5 1,5 650 1932 ··· 3,5 1,5 400 1933 ··· 3,5 0,5 600 1934 ··· 2,5 0,5 440 1935 ··· 3,5 0,5 870	[6, 230, 110, 343]
article-body: ΑΘΗΝΑΙ, 6.— Απεφασίσθη η εκτέλεσις δρομολογίων δι' οχηματαγωγών μεταξύ των λιμένων της ηπειρωτικής χώρας και των νήσων του Αιγαίου.	[6, 1429, 190, 1491]
headline-workers: ΤΟ 90% ΕΚ ΤΩΝ ΑΛΛΟΔΑΠΩΝ ΕΡΓΑΖΟΜΕΝΩΝ ΕΠΙΘΥΜΟΥΝ ΝΑ ΜΕΙΝΟΥΝ ΕΙΣ ΤΗΝ ΓΕΡΜΑΝΙΑΝ	[10, 1588, 379, 1640]
